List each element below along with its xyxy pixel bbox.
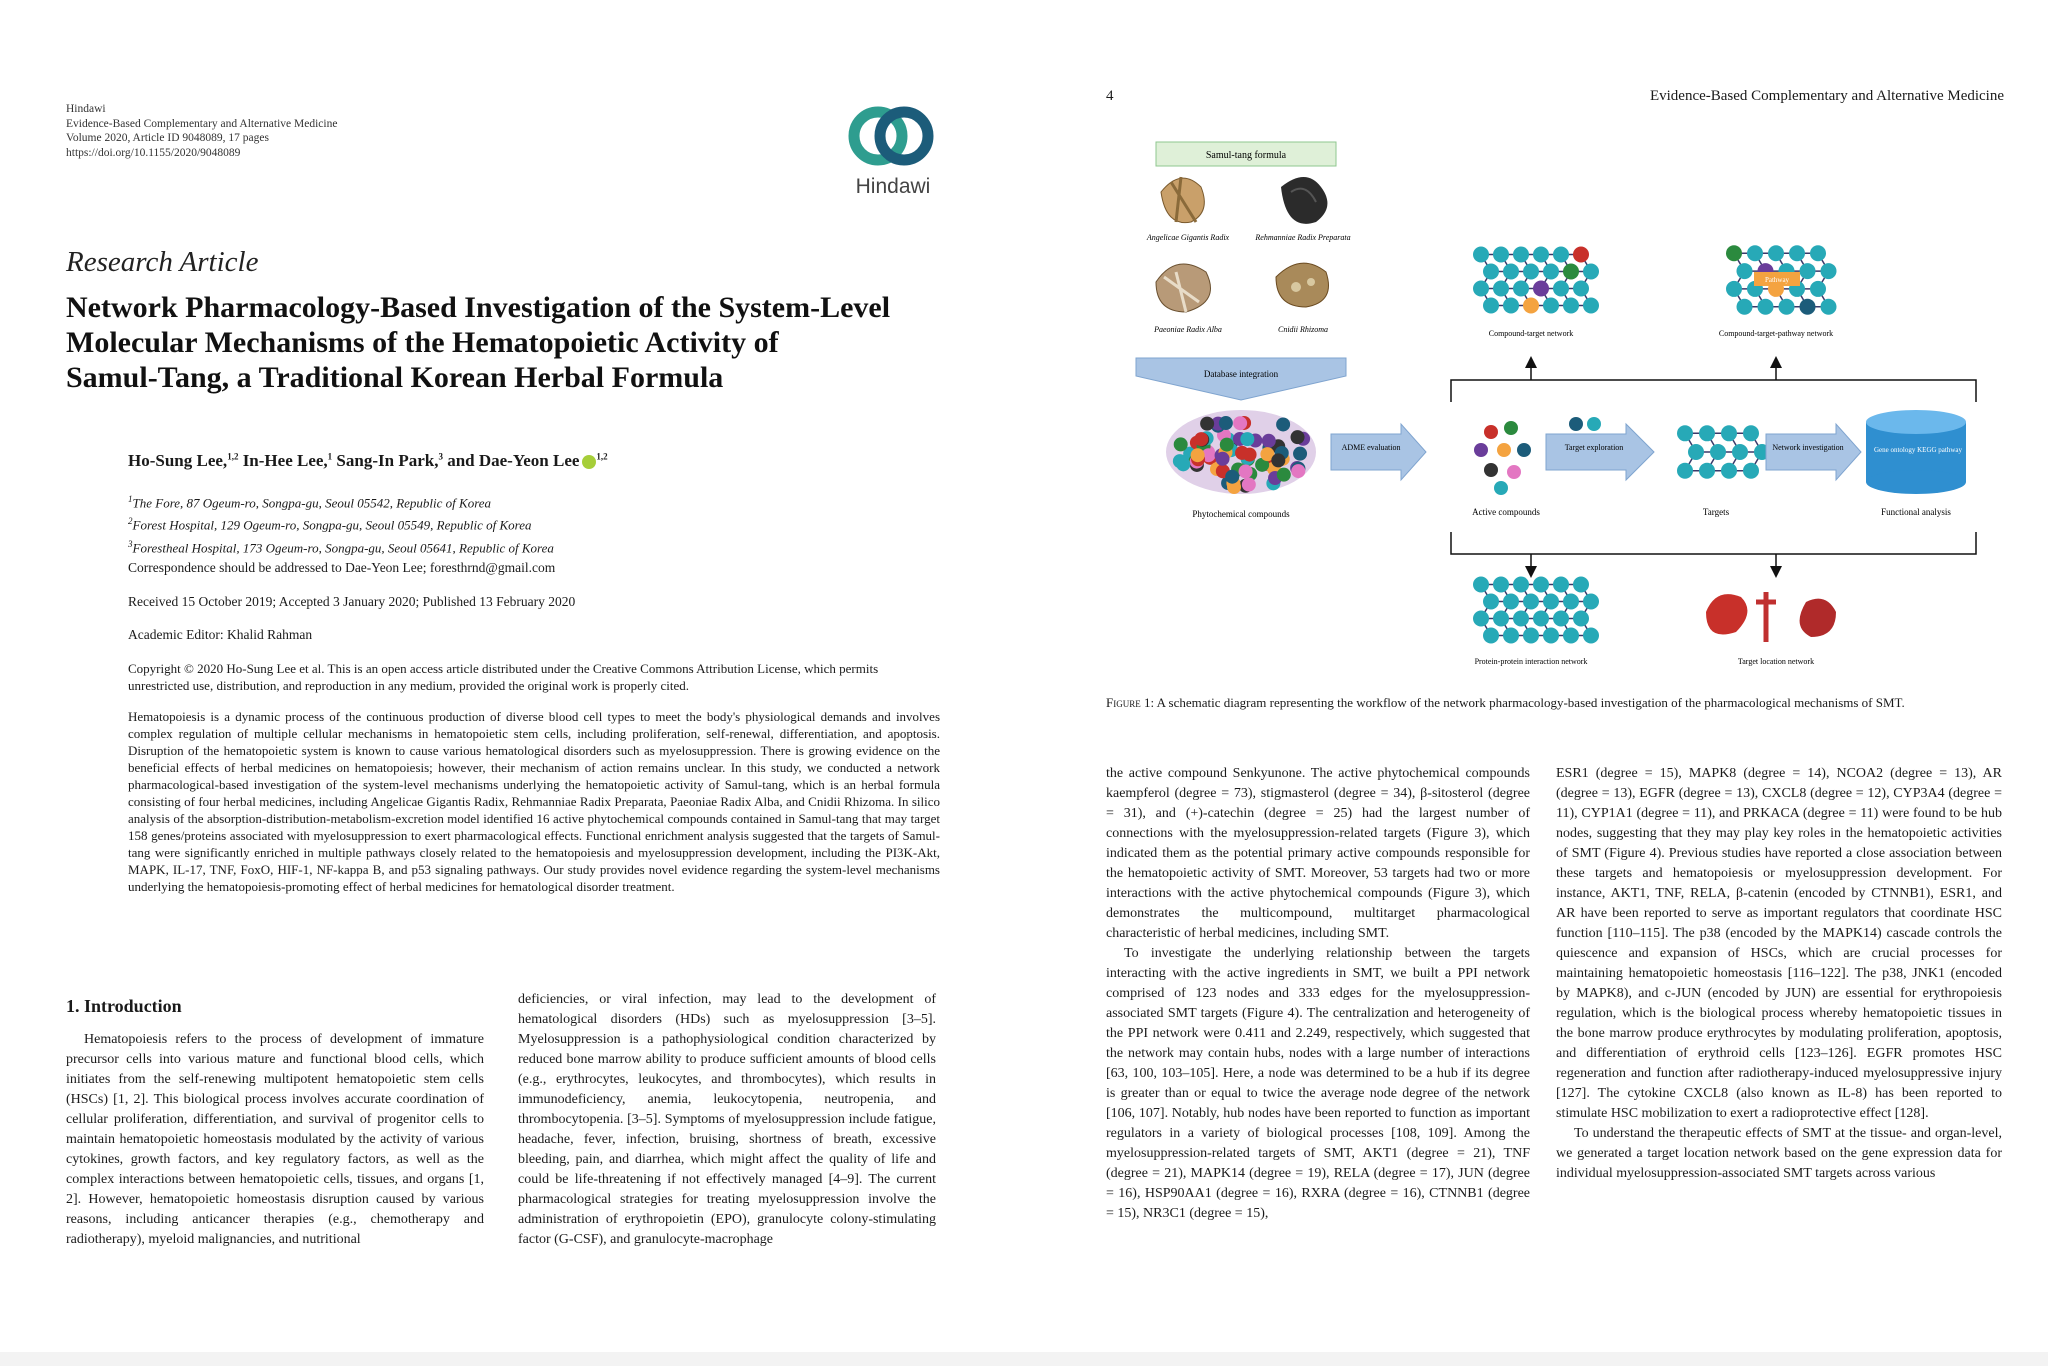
affiliation: $^2$Forest Hospital, 129 Ogeum-ro, Songpa-gu, Seoul 05549, Republic of Korea bbox=[128, 516, 532, 533]
network-node bbox=[1191, 448, 1205, 462]
logo-text: Hindawi bbox=[855, 175, 931, 198]
network-node bbox=[1726, 245, 1742, 261]
right-page bbox=[1024, 0, 2048, 1366]
network-node bbox=[1473, 611, 1489, 627]
caption-text: A schematic diagram representing the workflow of the network pharmacology-based investigation of the pharmacological mechanisms of SMT. bbox=[1156, 695, 1905, 710]
article-dates: Received 15 October 2019; Accepted 3 January 2020; Published 13 February 2020 bbox=[128, 594, 576, 609]
running-title: Evidence-Based Complementary and Alternative Medicine bbox=[1649, 88, 2004, 104]
network-node bbox=[1494, 481, 1508, 495]
ct-network-label: Compound-target network bbox=[1488, 329, 1574, 338]
network-node bbox=[1513, 611, 1529, 627]
network-node bbox=[1699, 425, 1715, 441]
network-node bbox=[1503, 628, 1519, 644]
paragraph: deficiencies, or viral infection, may lead to the development of hematological disorders (HDs) such as myelosuppression [3–5]. Myelosuppression is a pathophysiological condition characterized by reduced bone marrow ability to produce sufficient amounts of blood cells (e.g., erythrocytes, leukocytes, and thrombocytes), which results in immunodeficiency, anemia, leukocytopenia, neutropenia, and thrombocytopenia. [3–5]. Symptoms of myelosuppression include fatigue, headache, fever, infection, bruising, shortness of breath, excessive bleeding, pain, and diarrhea, which might affect the quality of life and could be life-threatening if not effectively managed [4–9]. The current pharmacological strategies for treating myelosuppression involve the administration of erythropoietin (EPO), granulocyte colony-stimulating factor (G-CSF), and granulocyte-macrophage bbox=[518, 992, 936, 1247]
network-node bbox=[1484, 463, 1498, 477]
network-node bbox=[1293, 447, 1307, 461]
network-node bbox=[1523, 264, 1539, 280]
network-node bbox=[1543, 594, 1559, 610]
herb-label: Cnidii Rhizoma bbox=[1277, 325, 1329, 334]
copyright-notice: Copyright © 2020 Ho-Sung Lee et al. This is an open access article distributed under the Creative Commons Attribution License, which permits unrestricted use, distribution, and reproduction in any medium, provided the original work is properly cited. bbox=[128, 661, 879, 693]
network-node bbox=[1553, 247, 1569, 263]
gene-ontology-label: Gene ontology KEGG pathway bbox=[1873, 446, 1963, 454]
ctp-network-label: Compound-target-pathway network bbox=[1718, 329, 1834, 338]
network-node bbox=[1563, 594, 1579, 610]
network-node bbox=[1747, 245, 1763, 261]
network-node bbox=[1473, 281, 1489, 297]
title-line: Samul-Tang, a Traditional Korean Herbal Formula bbox=[66, 361, 724, 394]
target-location-network-icon bbox=[1706, 592, 1836, 642]
journal-volume: Volume 2020, Article ID 9048089, 17 pages bbox=[66, 132, 269, 144]
network-node bbox=[1553, 281, 1569, 297]
phytochemical-cluster bbox=[1166, 410, 1316, 494]
workflow-diagram bbox=[1106, 132, 2006, 692]
orcid-icon[interactable] bbox=[582, 455, 596, 469]
network-node bbox=[1543, 628, 1559, 644]
network-node bbox=[1758, 299, 1774, 315]
paragraph: To investigate the underlying relationship between the targets interacting with the active ingredients in SMT, we built a PPI network comprised of 123 nodes and 333 edges for the myelosuppression-associated SMT targets (Figure 4). The centralization and heterogeneity of the PPI network were 0.411 and 2.249, respectively, which suggested that the network may contain hubs, nodes with a large number of interactions [63, 100, 103–105]. Here, a node was determined to be a hub if its degree is greater than or equal to twice the average node degree of the network [106, 107]. Notably, hub nodes have been reported to function as important regulators in a variety of biological processes [108, 109]. Among the myelosuppression-related targets of SMT, AKT1 (degree = 21), TNF (degree = 21), MAPK14 (degree = 19), RELA (degree = 17), JUN (degree = 16), HSP90AA1 (degree = 16), RXRA (degree = 16), CTNNB1 (degree = 15), NR3C1 (degree = 15), bbox=[1106, 946, 1530, 1221]
database-integration-arrow bbox=[1136, 358, 1346, 400]
network-node bbox=[1743, 463, 1759, 479]
adme-arrow bbox=[1331, 424, 1426, 480]
network-node bbox=[1800, 299, 1816, 315]
network-investigation-label: Network investigation bbox=[1772, 443, 1844, 452]
title-line: Molecular Mechanisms of the Hematopoietic Activity of bbox=[66, 326, 779, 359]
network-node bbox=[1743, 425, 1759, 441]
active-label: Active compounds bbox=[1472, 507, 1540, 517]
target-exploration-label: Target exploration bbox=[1564, 443, 1624, 452]
network-node bbox=[1225, 470, 1239, 484]
bottom-edge-strip bbox=[0, 1352, 2048, 1366]
network-node bbox=[1523, 594, 1539, 610]
network-node bbox=[1699, 463, 1715, 479]
network-node bbox=[1517, 443, 1531, 457]
network-node bbox=[1543, 264, 1559, 280]
network-node bbox=[1810, 245, 1826, 261]
network-node bbox=[1483, 628, 1499, 644]
network-node bbox=[1523, 628, 1539, 644]
network-node bbox=[1737, 263, 1753, 279]
network-node bbox=[1543, 298, 1559, 314]
db-integration-label: Database integration bbox=[1203, 369, 1279, 379]
network-node bbox=[1732, 444, 1748, 460]
network-node bbox=[1473, 247, 1489, 263]
affiliations bbox=[128, 490, 828, 557]
network-node bbox=[1173, 454, 1187, 468]
figure-1 bbox=[1106, 132, 2006, 692]
network-node bbox=[1821, 263, 1837, 279]
network-node bbox=[1483, 298, 1499, 314]
network-node bbox=[1583, 628, 1599, 644]
network-node bbox=[1291, 430, 1305, 444]
affiliation: $^1$The Fore, 87 Ogeum-ro, Songpa-gu, Seoul 05542, Republic of Korea bbox=[128, 494, 492, 511]
network-node bbox=[1277, 468, 1291, 482]
affiliation: $^3$Forestheal Hospital, 173 Ogeum-ro, Songpa-gu, Seoul 05641, Republic of Korea bbox=[128, 538, 554, 555]
network-node bbox=[1262, 434, 1276, 448]
network-node bbox=[1563, 628, 1579, 644]
network-node bbox=[1513, 577, 1529, 593]
network-node bbox=[1563, 298, 1579, 314]
intro-column-2 bbox=[518, 990, 936, 1250]
network-node bbox=[1688, 444, 1704, 460]
ppi-network-icon bbox=[1473, 577, 1599, 644]
author-sup: 3 bbox=[438, 451, 443, 462]
academic-editor: Academic Editor: Khalid Rahman bbox=[128, 627, 313, 642]
network-node bbox=[1721, 425, 1737, 441]
network-node bbox=[1503, 594, 1519, 610]
correspondence: Correspondence should be addressed to Dae-Yeon Lee; foresthrnd@gmail.com bbox=[128, 560, 556, 575]
network-node bbox=[1533, 247, 1549, 263]
network-node bbox=[1583, 264, 1599, 280]
network-node bbox=[1220, 438, 1234, 452]
article-title bbox=[66, 290, 966, 395]
hindawi-logo-icon bbox=[838, 102, 948, 172]
phytochemical-label: Phytochemical compounds bbox=[1192, 509, 1290, 519]
journal-header bbox=[66, 102, 466, 160]
caption-label: Figure 1: bbox=[1106, 695, 1155, 710]
network-node bbox=[1493, 247, 1509, 263]
title-line: Network Pharmacology-Based Investigation of the System-Level bbox=[66, 291, 891, 324]
network-node bbox=[1504, 421, 1518, 435]
network-node bbox=[1291, 464, 1305, 478]
herb-cnidium-icon bbox=[1276, 263, 1329, 307]
figure-caption bbox=[1106, 694, 2006, 712]
abstract: Hematopoiesis is a dynamic process of the continuous production of diverse blood cell types to meet the body's physiological demands and involves complex regulation of multiple cellular mechanisms in hematopoietic stem cells, including proliferation, self-renewal, differentiation, and apoptosis. Disruption of the hematopoietic system is known to cause various hematological disorders such as myelosuppression. There is growing evidence on the beneficial effects of herbal medicines on hematopoiesis; however, their mechanism of action remains unclear. In this study, we conducted a network pharmacological-based investigation of the system-level mechanisms underlying the hematopoietic activity of Samul-tang, which is an herbal formula consisting of four herbal medicines, including Angelicae Gigantis Radix, Rehmanniae Radix Preparata, Paeoniae Radix Alba, and Cnidii Rhizoma. In silico analysis of the absorption-distribution-metabolism-excretion model identified 16 active phytochemical compounds contained in Samul-tang that may target 158 genes/proteins associated with myelosuppression to exert pharmacological effects. Functional enrichment analysis suggested that the targets of Samul-tang were significantly enriched in multiple pathways closely related to the hematopoiesis and myelosuppression development, including the PI3K-Akt, MAPK, IL-17, TNF, FoxO, HIF-1, NF-kappa B, and p53 signaling pathways. Our study provides novel evidence regarding the system-level mechanisms underlying the hematopoiesis-promoting effect of herbal medicines for hematological disorder treatment. bbox=[128, 709, 940, 894]
author-sup: 1,2 bbox=[596, 451, 608, 462]
section-title-introduction: 1. Introduction bbox=[66, 996, 182, 1016]
location-network-label: Target location network bbox=[1737, 657, 1815, 666]
herb-label: Rehmanniae Radix Preparata bbox=[1255, 233, 1351, 242]
herb-rehmannia-icon bbox=[1281, 177, 1327, 224]
author-name[interactable]: Sang-In Park, bbox=[336, 451, 439, 470]
network-node bbox=[1737, 299, 1753, 315]
network-node bbox=[1503, 298, 1519, 314]
functional-label: Functional analysis bbox=[1881, 507, 1951, 517]
network-node bbox=[1242, 478, 1256, 492]
targets-cluster bbox=[1677, 425, 1770, 478]
network-node bbox=[1533, 577, 1549, 593]
right-column-1 bbox=[1106, 764, 1530, 1224]
network-node bbox=[1276, 417, 1290, 431]
network-node bbox=[1507, 465, 1521, 479]
right-column-2 bbox=[1556, 764, 2002, 1184]
network-node bbox=[1233, 416, 1247, 430]
herb-label: Paeoniae Radix Alba bbox=[1154, 325, 1222, 334]
network-node bbox=[1677, 425, 1693, 441]
formula-label: Samul-tang formula bbox=[1205, 150, 1287, 161]
herb-paeonia-icon bbox=[1156, 264, 1211, 312]
author-name[interactable]: In-Hee Lee, bbox=[242, 451, 328, 470]
paragraph: To understand the therapeutic effects of SMT at the tissue- and organ-level, we generated a target location network based on the gene expression data for individual myelosuppression-associated SMT targets across various bbox=[1556, 1126, 2002, 1181]
network-node bbox=[1810, 281, 1826, 297]
network-node bbox=[1800, 263, 1816, 279]
network-node bbox=[1200, 417, 1214, 431]
network-node bbox=[1553, 577, 1569, 593]
network-node bbox=[1789, 245, 1805, 261]
network-node bbox=[1553, 611, 1569, 627]
journal-publisher: Hindawi bbox=[66, 103, 106, 115]
network-node bbox=[1513, 281, 1529, 297]
adme-label: ADME evaluation bbox=[1341, 443, 1401, 452]
network-node bbox=[1710, 444, 1726, 460]
network-node bbox=[1779, 299, 1795, 315]
network-node bbox=[1493, 281, 1509, 297]
journal-doi[interactable]: https://doi.org/10.1155/2020/9048089 bbox=[66, 146, 241, 159]
network-node bbox=[1677, 463, 1693, 479]
network-node bbox=[1583, 594, 1599, 610]
network-node bbox=[1503, 264, 1519, 280]
ppi-network-label: Protein-protein interaction network bbox=[1474, 657, 1588, 666]
network-node bbox=[1768, 245, 1784, 261]
network-node bbox=[1271, 453, 1285, 467]
network-node bbox=[1493, 611, 1509, 627]
paragraph: Hematopoiesis refers to the process of development of immature precursor cells into various mature and functional blood cells, which initiates from the self-renewing multipotent hematopoietic stem cells (HSCs) [1, 2]. This biological process involves accurate coordination of cellular proliferation, differentiation, and survival of progenitor cells to maintain hematopoietic homeostasis modulated by the activity of various cytokines, growth factors, and key regulatory factors, as well as the complex interactions between hematopoietic cells, tissues, and organs [1, 2]. However, hematopoietic homeostasis disruption caused by various reasons, including anticancer therapies (e.g., chemotherapy and radiotherapy), myeloid malignancies, and nutritional bbox=[66, 1032, 484, 1247]
network-investigation-arrow bbox=[1766, 424, 1861, 480]
network-node bbox=[1240, 432, 1254, 446]
compound-target-network-icon bbox=[1473, 247, 1599, 314]
herb-label: Angelicae Gigantis Radix bbox=[1146, 233, 1230, 242]
network-node bbox=[1573, 247, 1589, 263]
network-node bbox=[1473, 577, 1489, 593]
network-node bbox=[1721, 463, 1737, 479]
network-node bbox=[1497, 443, 1511, 457]
author-sup: 1 bbox=[327, 451, 333, 462]
network-node bbox=[1573, 577, 1589, 593]
network-node bbox=[1533, 611, 1549, 627]
network-node bbox=[1563, 264, 1579, 280]
network-node bbox=[1216, 452, 1230, 466]
network-node bbox=[1483, 264, 1499, 280]
network-node bbox=[1194, 432, 1208, 446]
author-sup: 1,2 bbox=[227, 451, 239, 462]
paragraph: ESR1 (degree = 15), MAPK8 (degree = 14), NCOA2 (degree = 13), AR (degree = 13), EGFR (degree = 13), CXCL8 (degree = 12), CYP3A4 (degree = 11), CYP1A1 (degree = 11), and PRKACA (degree = 11) were found to be hub nodes, suggesting that they may play key roles in the hematopoietic activities of SMT (Figure 4). Previous studies have reported a close association between these targets and hematopoiesis or myelosuppression development. For instance, AKT1, TNF, RELA, β-catenin (encoded by CTNNB1), ESR1, and AR have been reported to serve as important regulators that coordinate HSC function [110–115]. The p38 (encoded by the MAPK14) cascade controls the quiescence and expansion of HSCs, which are crucial processes for maintaining hematopoietic homeostasis [116–122]. The p38, JNK1 (encoded by MAPK8), and c-JUN (encoded by JUN) are essential for erythropoiesis regulation, which is the biological process whereby hematopoietic tissues in the bone marrow produce erythrocytes by modulating proliferation, apoptosis, and differentiation of erythroid cells [123–126]. EGFR promotes HSC regeneration and function after radiotherapy-induced myelosuppressive injury [127]. The cytokine CXCL8 (also known as IL-8) has been reported to stimulate HSC mobilization to exert a radioprotective effect [128]. bbox=[1556, 766, 2002, 1121]
network-node bbox=[1726, 281, 1742, 297]
herb-angelica-icon bbox=[1161, 177, 1204, 223]
author-name[interactable]: Ho-Sung Lee, bbox=[128, 451, 228, 470]
network-node bbox=[1483, 594, 1499, 610]
network-node bbox=[1583, 298, 1599, 314]
network-node bbox=[1533, 281, 1549, 297]
network-node bbox=[1484, 425, 1498, 439]
network-node bbox=[1219, 416, 1233, 430]
author-list bbox=[128, 451, 608, 471]
upper-bracket bbox=[1451, 380, 1976, 402]
pathway-label: Pathway bbox=[1764, 276, 1790, 284]
network-node bbox=[1573, 611, 1589, 627]
network-node bbox=[1239, 464, 1253, 478]
intro-column-1 bbox=[66, 1030, 484, 1250]
target-exploration-arrow bbox=[1546, 424, 1654, 480]
network-node bbox=[1821, 299, 1837, 315]
network-node bbox=[1523, 298, 1539, 314]
author-name[interactable]: and Dae-Yeon Lee bbox=[447, 451, 580, 470]
active-compounds-cluster bbox=[1474, 421, 1531, 495]
network-node bbox=[1235, 446, 1249, 460]
page-number: 4 bbox=[1106, 88, 1114, 104]
journal-name: Evidence-Based Complementary and Alternative Medicine bbox=[66, 117, 338, 130]
lower-bracket bbox=[1451, 532, 1976, 554]
network-node bbox=[1573, 281, 1589, 297]
paragraph: the active compound Senkyunone. The active phytochemical compounds kaempferol (degree = 73), stigmasterol (degree = 34), β-sitosterol (degree = 31), and (+)-catechin (degree = 25) had the largest number of connections with the myelosuppression-related targets (Figure 3), which indicated them as the potential primary active compounds responsible for the hematopoietic activity of SMT. Moreover, 53 targets had two or more interactions with the active phytochemical compounds (Figure 3), which demonstrates the multicompound, multitarget pharmacological characteristic of herbal medicines, including SMT. bbox=[1106, 766, 1530, 941]
network-node bbox=[1174, 437, 1188, 451]
targets-label: Targets bbox=[1702, 507, 1730, 517]
hindawi-logo bbox=[838, 102, 948, 197]
network-node bbox=[1513, 247, 1529, 263]
article-type: Research Article bbox=[66, 246, 259, 278]
network-node bbox=[1493, 577, 1509, 593]
network-node bbox=[1474, 443, 1488, 457]
